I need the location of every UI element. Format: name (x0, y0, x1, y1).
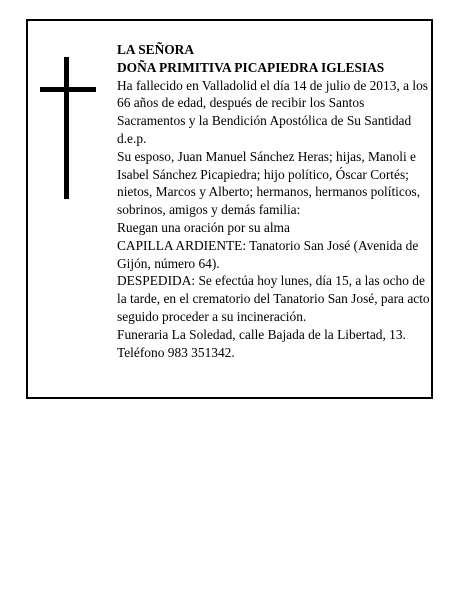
cross-icon (40, 57, 96, 199)
death-announcement: Ha fallecido en Valladolid el día 14 de julio de 2013, a los 66 años de edad, después de recibir los Santos Sacramentos y la Bendición Apostólica de Su Santidad d.e.p. (117, 77, 429, 146)
notice-body (117, 41, 433, 361)
funeral-home-contact: Funeraria La Soledad, calle Bajada de la Libertad, 13. Teléfono 983 351342. (117, 326, 406, 360)
notice-heading-title: LA SEÑORA (117, 42, 195, 57)
cross-horizontal-bar (40, 87, 96, 92)
deceased-name: DOÑA PRIMITIVA PICAPIEDRA IGLESIAS (117, 59, 385, 75)
obituary-notice (26, 19, 433, 399)
prayer-request: Ruegan una oración por su alma (117, 219, 290, 235)
cross-vertical-bar (64, 57, 69, 199)
farewell-details: DESPEDIDA: Se efectúa hoy lunes, día 15, a las ocho de la tarde, en el crematorio del Tanatorio San José, para acto seguido proceder a su incineración. (117, 273, 430, 324)
wake-location: CAPILLA ARDIENTE: Tanatorio San José (Avenida de Gijón, número 64). (117, 237, 419, 271)
family-list: Su esposo, Juan Manuel Sánchez Heras; hijas, Manoli e Isabel Sánchez Picapiedra; hijo político, Óscar Cortés; nietos, Marcos y Alberto; hermanos, hermanos políticos, sobrinos, amigos y demás familia: (117, 148, 421, 218)
